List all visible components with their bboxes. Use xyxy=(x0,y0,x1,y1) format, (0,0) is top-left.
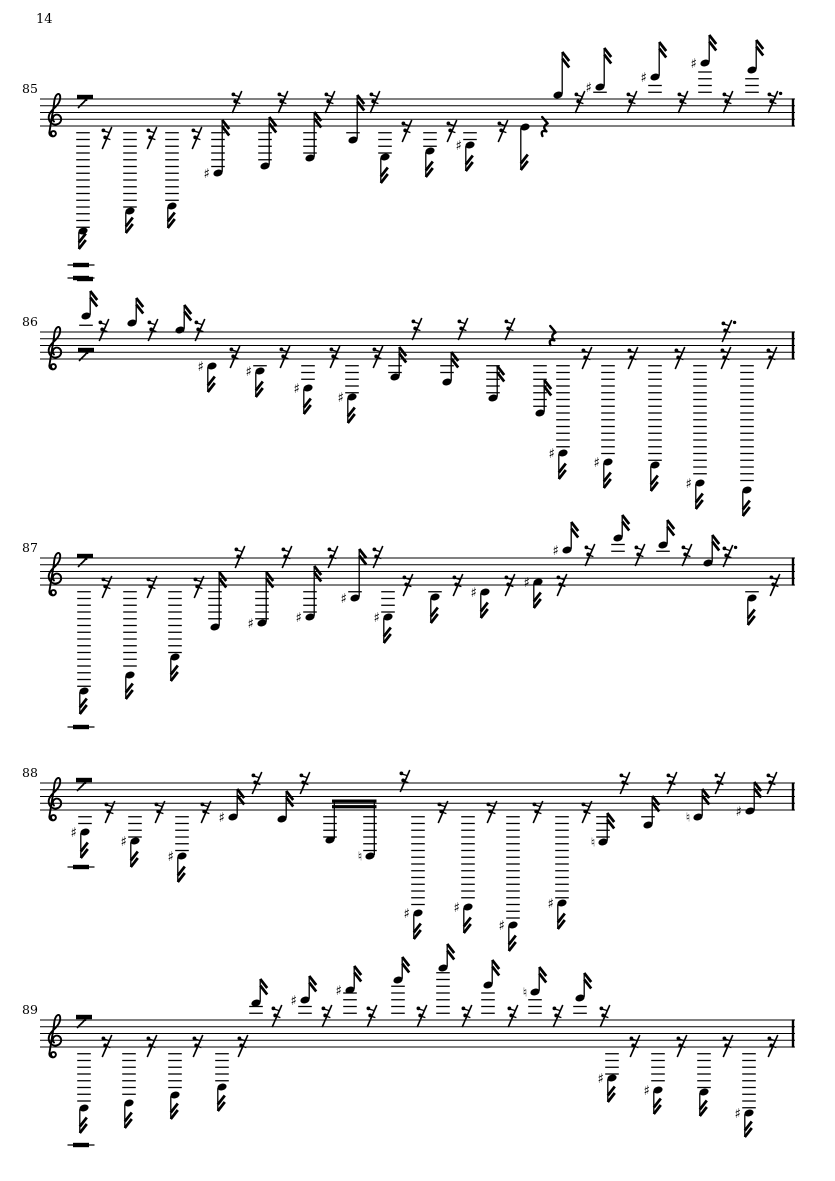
svg-text:♯: ♯ xyxy=(247,615,255,632)
svg-text:♯: ♯ xyxy=(597,1070,605,1087)
measure-number: 87 xyxy=(22,540,38,555)
svg-text:♯: ♯ xyxy=(340,590,348,607)
svg-text:♮: ♮ xyxy=(590,834,596,850)
svg-text:♯: ♯ xyxy=(293,380,301,397)
svg-text:♯: ♯ xyxy=(552,542,560,559)
svg-text:♯: ♯ xyxy=(735,803,743,820)
svg-text:♯: ♯ xyxy=(453,899,461,916)
page-number: 14 xyxy=(36,12,53,27)
svg-text:♯: ♯ xyxy=(734,1105,742,1122)
svg-text:♯: ♯ xyxy=(685,475,693,492)
measure-number: 86 xyxy=(22,314,38,329)
measure-number: 85 xyxy=(22,81,38,96)
svg-text:♯: ♯ xyxy=(640,69,648,86)
measure-number: 89 xyxy=(22,1002,38,1017)
svg-text:♯: ♯ xyxy=(335,982,343,999)
svg-text:♯: ♯ xyxy=(245,363,253,380)
svg-text:♯: ♯ xyxy=(120,833,128,850)
svg-text:♯: ♯ xyxy=(337,389,345,406)
svg-text:♯: ♯ xyxy=(167,848,175,865)
svg-text:♯: ♯ xyxy=(690,55,698,72)
svg-text:♮: ♮ xyxy=(357,848,363,864)
svg-text:♯: ♯ xyxy=(593,454,601,471)
svg-text:♯: ♯ xyxy=(585,79,593,96)
svg-text:♯: ♯ xyxy=(643,1082,651,1099)
svg-text:♯: ♯ xyxy=(548,445,556,462)
svg-text:♯: ♯ xyxy=(290,992,298,1009)
svg-text:♯: ♯ xyxy=(197,358,205,375)
svg-text:♯: ♯ xyxy=(498,917,506,934)
svg-text:♯: ♯ xyxy=(218,809,226,826)
svg-text:♯: ♯ xyxy=(523,574,531,591)
svg-text:♯: ♯ xyxy=(203,165,211,182)
svg-text:♯: ♯ xyxy=(547,895,555,912)
svg-text:♮: ♮ xyxy=(522,984,528,1000)
svg-text:♯: ♯ xyxy=(373,609,381,626)
svg-text:♯: ♯ xyxy=(70,824,78,841)
svg-text:♮: ♮ xyxy=(685,809,691,825)
svg-text:♯: ♯ xyxy=(295,609,303,626)
svg-text:♯: ♯ xyxy=(455,137,463,154)
svg-text:♯: ♯ xyxy=(403,905,411,922)
measure-number: 88 xyxy=(22,765,38,780)
svg-text:♯: ♯ xyxy=(470,584,478,601)
